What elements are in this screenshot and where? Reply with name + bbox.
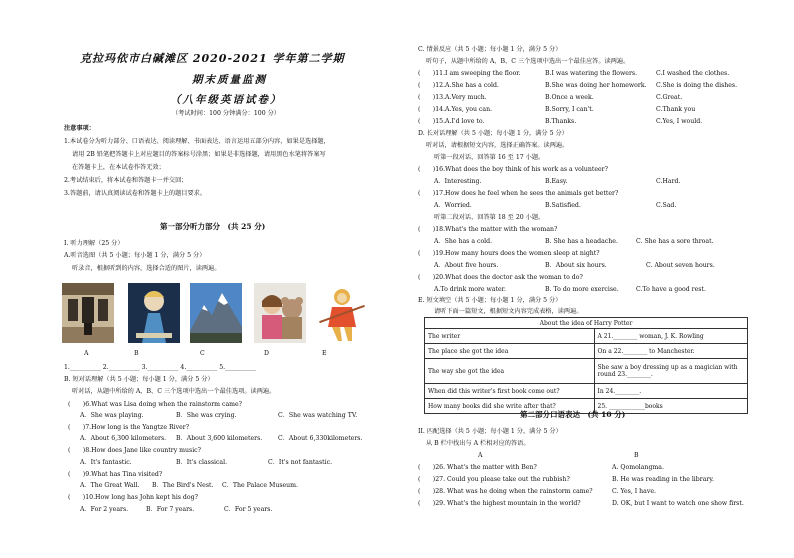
option: A．About 6,300 kilometers. (80, 435, 167, 442)
listen-note: 听第一段对话，回答第 16 至 17 小题。 (434, 154, 545, 161)
question: ( )17.How does he feel when he sees the animals get better? (418, 190, 619, 197)
section-heading: I. 听力理解（25 分） (64, 240, 124, 247)
match-answer: C. Yes, I have. (612, 488, 656, 495)
question: ( )18.What's the matter with the woman? (418, 226, 558, 233)
option: B．The Bird's Nest. (152, 482, 214, 489)
option: C．The Palace Museum. (222, 482, 298, 489)
picture-letter: A (84, 350, 89, 357)
table-cell: A 21.________ woman, J. K. Rowling (594, 329, 747, 344)
option: B.I was watering the flowers. (545, 70, 638, 77)
option: A．She was playing. (80, 412, 144, 419)
option: C.Sad. (656, 202, 677, 209)
question: ( )16.What does the boy think of his work as a volunteer? (418, 166, 608, 173)
option: B．About 3,600 kilometers. (176, 435, 263, 442)
question: ( )11.I am sweeping the floor. (418, 70, 521, 77)
question: ( )7.How long is the Yangtze River? (68, 424, 190, 431)
option: A．About five hours. (434, 262, 499, 269)
option: B. To do more exercise. (545, 286, 619, 293)
fill-in-table (424, 317, 748, 414)
table-header: About the idea of Harry Potter (425, 318, 748, 329)
match-answer: D. OK, but I want to watch one show first. (612, 500, 744, 507)
table-cell: On a 22.________ to Manchester. (594, 344, 747, 359)
option: A．She has a cold. (434, 238, 493, 245)
table-cell: The place she got the idea (425, 344, 595, 359)
option: A.To drink more water. (434, 286, 506, 293)
part2-title: 第二部分口语表达 (共 10 分) (520, 410, 626, 419)
option: A．Worried. (434, 202, 472, 209)
section-heading: II. 匹配选择（共 5 小题；每小题 1 分，满分 5 分） (418, 428, 562, 435)
option: B．About six hours. (545, 262, 607, 269)
picture-letter: E (322, 350, 327, 357)
match-question: ( )27. Could you please take out the rubbish? (418, 476, 570, 483)
section-desc: 听句子，从题中所给的 A、B、C 三个选项中选出一个最佳应答。读两遍。 (426, 58, 630, 65)
option: B.She was doing her homework. (545, 82, 647, 89)
option: C. About seven hours. (646, 262, 715, 269)
question: ( )13.A.Very much. (418, 94, 487, 101)
option: B.Easy. (545, 178, 568, 185)
section-desc: 从 B 栏中找出与 A 栏相对应的答语。 (426, 440, 530, 447)
option: C.Hard. (656, 178, 681, 185)
table-cell: When did this writer's first book come out? (425, 384, 595, 399)
table-cell: In 24.________. (594, 384, 747, 399)
picture-b-movie-poster (128, 283, 180, 343)
note-line: 1.本试卷分为听力部分、口语表达、阅读理解、书面表达、语言运用五部分内容，如果是选择题， (64, 138, 330, 145)
picture-letter: B (134, 350, 139, 357)
table-cell: 25. ____________books (594, 399, 747, 414)
option: B.Sorry, I can't. (545, 106, 594, 113)
table-cell: How many books did she write after that? (425, 399, 595, 414)
question: ( )15.A.I'd love to. (418, 118, 485, 125)
match-question: ( )26. What's the matter with Ben? (418, 464, 537, 471)
option: B.Once a week. (545, 94, 594, 101)
option: B.Thanks. (545, 118, 577, 125)
question: ( )14.A.Yes, you can. (418, 106, 493, 113)
question: ( )8.How does Jane like country music? (68, 447, 201, 454)
answer-blanks: 1.__________ 2.__________ 3.__________ 4.__________ 5.__________ (64, 364, 257, 371)
section-desc: 听对话，从题中所给的 A、B、C 三个选项中选出一个最佳选项。读两遍。 (72, 388, 276, 395)
option: B．For 7 years. (146, 506, 195, 513)
picture-c-mountain (190, 283, 242, 343)
column-label: A (478, 452, 483, 459)
option: A．For 2 years. (80, 506, 129, 513)
option: C.Thank you (656, 106, 696, 113)
section-heading: E. 短文填空（共 5 小题；每小题 1 分，满分 5 分） (418, 297, 562, 304)
picture-letter: D (264, 350, 269, 357)
notes-heading: 注意事项： (64, 125, 95, 132)
option: C．For 5 years. (224, 506, 273, 513)
table-cell: The writer (425, 329, 595, 344)
option: B. She has a headache. (545, 238, 618, 245)
option: A．Interesting. (434, 178, 482, 185)
question: ( )6.What was Lisa doing when the rainstorm came? (68, 401, 243, 408)
section-desc: 听对话，请根据短文内容，选择正确答案。读两遍。 (426, 142, 569, 149)
section-heading: C. 情景反应（共 5 小题；每小题 1 分，满分 5 分） (418, 46, 562, 53)
option: A．It's fantastic. (80, 459, 132, 466)
match-answer: A. Qomolangma. (612, 464, 664, 471)
table-row (425, 384, 748, 399)
section-heading: A.听音选图（共 5 小题；每小题 1 分，满分 5 分） (64, 252, 206, 259)
table-row (425, 359, 748, 384)
question: ( )10.How long has John kept his dog? (68, 494, 198, 501)
section-desc: 听录音，根据听到的内容，选择合适的图片，读两遍。 (72, 265, 221, 272)
table-row (425, 329, 748, 344)
option: C.I washed the clothes. (656, 70, 730, 77)
time-note: （考试时间：100 分钟满分：100 分） (172, 110, 280, 117)
part1-title: 第一部分听力部分 (共 25 分) (160, 222, 266, 231)
option: C.Great. (656, 94, 683, 101)
option: B．She was crying. (176, 412, 237, 419)
note-line: 请用 2B 铅笔把答题卡上对应题目的答案标号涂黑；如果是非选择题，请用黑色水笔将答案写 (72, 151, 326, 158)
section-heading: D. 长对话理解（共 5 小题；每小题 1 分，满分 5 分） (418, 130, 568, 137)
option: C.She is doing the dishes. (656, 82, 738, 89)
match-answer: B. He was reading in the library. (612, 476, 714, 483)
picture-d-girl-with-bear (254, 283, 306, 343)
match-question: ( )29. What's the highest mountain in the world? (418, 500, 581, 507)
exam-subtitle: 期末质量监测 (192, 74, 267, 86)
option: B.Satisfied. (545, 202, 581, 209)
exam-grade: （八年级英语试卷） (170, 94, 283, 106)
table-cell: The way she got the idea (425, 359, 595, 384)
option: A．The Great Wall. (80, 482, 140, 489)
exam-title: 克拉玛依市白碱滩区 2020-2021 学年第二学期 (80, 52, 345, 65)
note-line: 2.考试结束后，将本试卷和答题卡一并交回； (64, 177, 188, 184)
option: C.Yes, I would. (656, 118, 703, 125)
option: B．It's classical. (176, 459, 228, 466)
question: ( )20.What does the doctor ask the woman to do? (418, 274, 583, 281)
question: ( )19.How many hours does the women sleep at night? (418, 250, 600, 257)
option: C．About 6,330kilometers. (278, 435, 363, 442)
picture-e-monkey-king (316, 283, 368, 343)
option: C.To have a good rest. (636, 286, 706, 293)
table-row (425, 344, 748, 359)
section-heading: B. 短对话理解（共 5 小题；每小题 1 分，满分 5 分） (64, 376, 214, 383)
table-cell: She saw a boy dressing up as a magician with round 23.________. (594, 359, 747, 384)
note-line: 在答题卡上，在本试卷作答无效； (72, 164, 165, 171)
option: C．It's not fantastic. (268, 459, 333, 466)
listen-note: 听第二段对话，回答第 18 至 20 小题。 (434, 214, 545, 221)
question: ( )12.A.She has a cold. (418, 82, 499, 89)
match-question: ( )28. What was he doing when the rainstorm came? (418, 488, 593, 495)
note-line: 3.答题前，请认真阅读试卷和答题卡上的题目要求。 (64, 190, 207, 197)
picture-letter: C (200, 350, 205, 357)
option: C. She has a sore throat. (636, 238, 714, 245)
column-label: B (634, 452, 639, 459)
picture-a-museum (62, 283, 114, 343)
option: C．She was watching TV. (278, 412, 358, 419)
question: ( )9.What has Tina visited? (68, 471, 163, 478)
section-desc: 请听下面一篇短文，根据短文内容完成表格，读两遍。 (434, 308, 583, 315)
